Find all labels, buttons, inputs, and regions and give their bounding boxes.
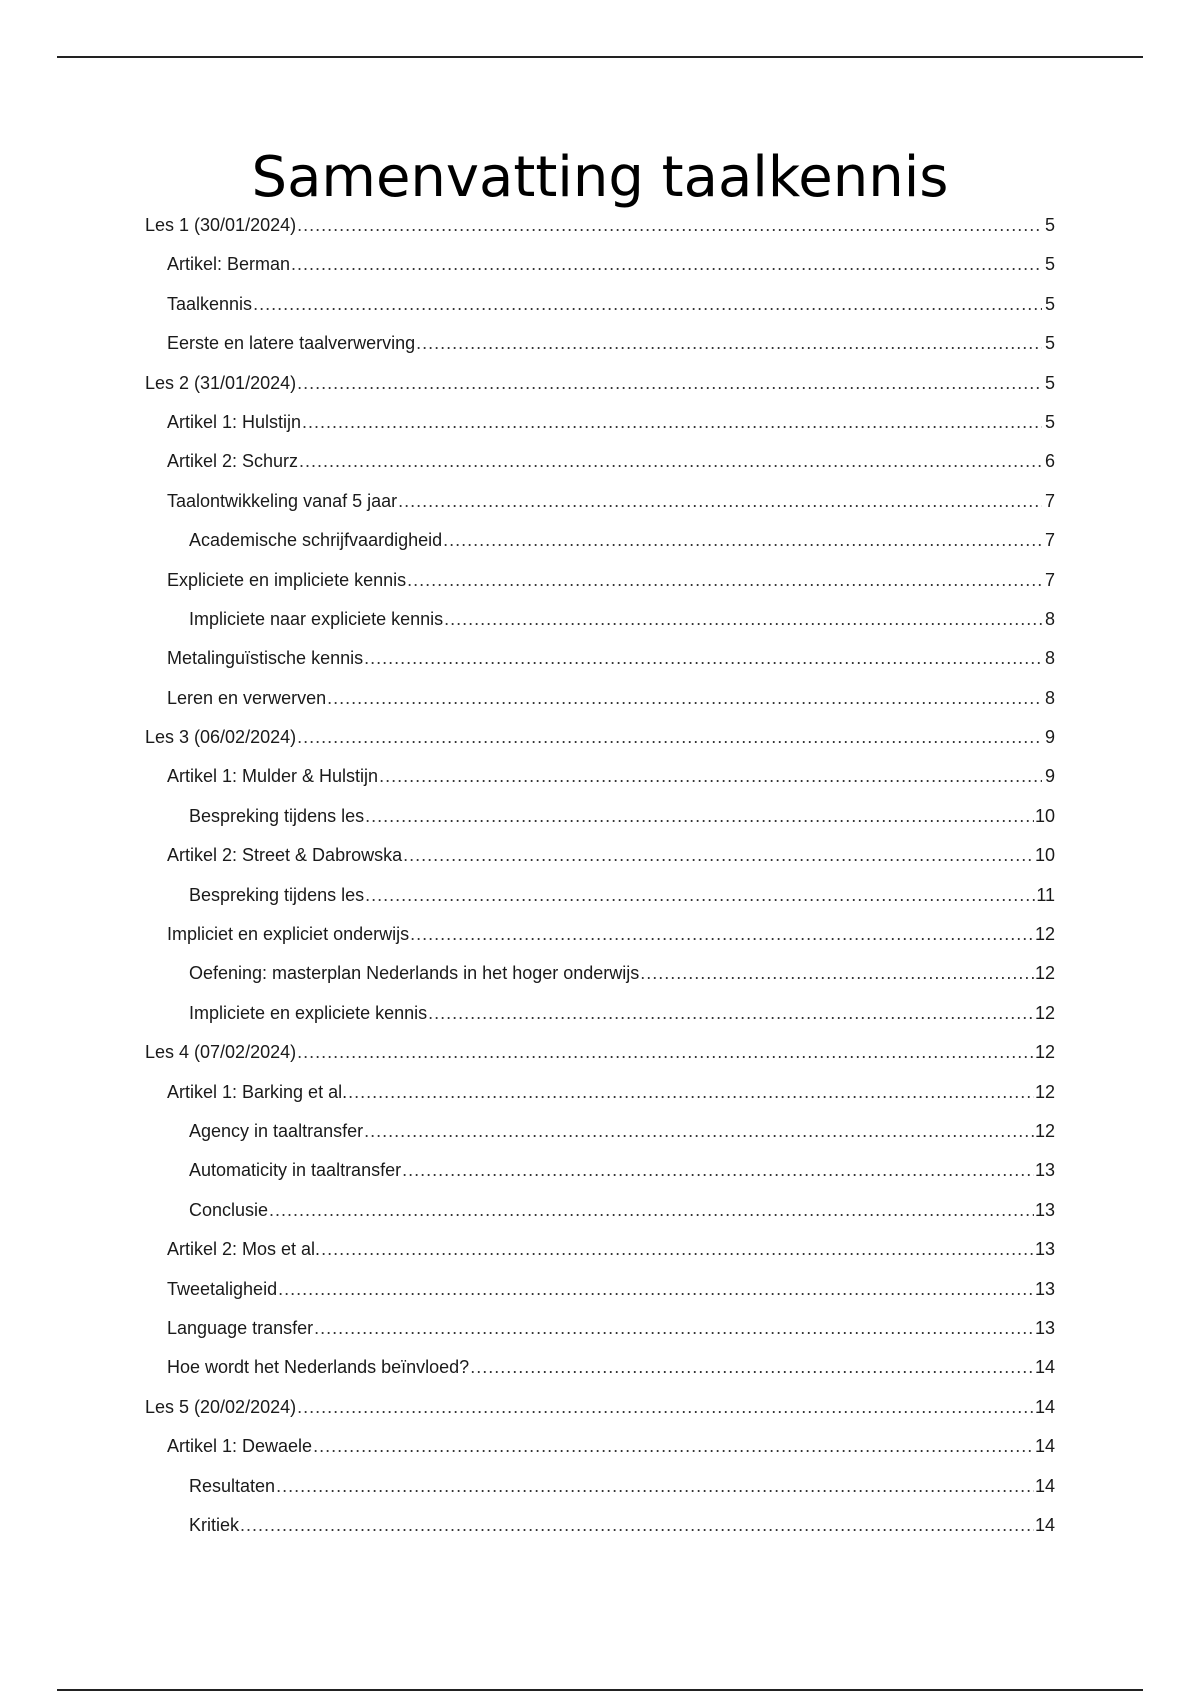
- toc-entry[interactable]: [145, 797, 1055, 836]
- toc-entry[interactable]: [145, 757, 1055, 796]
- toc-entry-label: Oefening: masterplan Nederlands in het hoger onderwijs: [189, 963, 640, 984]
- toc-entry-label: Conclusie: [189, 1199, 269, 1220]
- toc-entry-page-number: 12: [1034, 1120, 1055, 1141]
- toc-entry-page-number: 11: [1036, 884, 1055, 905]
- toc-dot-leader: [291, 245, 1042, 284]
- toc-dot-leader: [470, 1348, 1034, 1387]
- toc-entry-page-number: 14: [1034, 1436, 1055, 1457]
- toc-entry-label: Artikel 2: Street & Dabrowska: [167, 845, 403, 866]
- toc-entry[interactable]: [145, 561, 1055, 600]
- toc-entry[interactable]: [145, 206, 1055, 245]
- toc-entry-page-number: 12: [1034, 963, 1055, 984]
- toc-entry[interactable]: [145, 1073, 1055, 1112]
- toc-dot-leader: [327, 679, 1042, 718]
- toc-dot-leader: [297, 1033, 1034, 1072]
- toc-dot-leader: [407, 561, 1042, 600]
- toc-entry-page-number: 12: [1034, 1042, 1055, 1063]
- toc-entry-label: Agency in taaltransfer: [189, 1120, 364, 1141]
- toc-dot-leader: [321, 1230, 1034, 1269]
- toc-entry-page-number: 14: [1034, 1475, 1055, 1496]
- toc-entry-label: Kritiek: [189, 1514, 240, 1535]
- page-bottom-rule: [57, 1689, 1143, 1691]
- toc-dot-leader: [313, 1427, 1034, 1466]
- toc-dot-leader: [640, 954, 1034, 993]
- toc-dot-leader: [297, 718, 1042, 757]
- toc-entry-label: Tweetaligheid: [167, 1278, 278, 1299]
- toc-entry-label: Taalkennis: [167, 293, 253, 314]
- toc-entry[interactable]: [145, 954, 1055, 993]
- toc-entry-label: Impliciete en expliciete kennis: [189, 1002, 428, 1023]
- toc-entry-label: Leren en verwerven: [167, 687, 327, 708]
- toc-dot-leader: [276, 1467, 1034, 1506]
- toc-entry-page-number: 7: [1044, 490, 1055, 511]
- toc-entry-label: Artikel 1: Dewaele: [167, 1436, 313, 1457]
- toc-dot-leader: [364, 1112, 1034, 1151]
- toc-entry[interactable]: [145, 482, 1055, 521]
- toc-entry[interactable]: [145, 1033, 1055, 1072]
- toc-entry-label: Expliciete en impliciete kennis: [167, 569, 407, 590]
- toc-entry-label: Hoe wordt het Nederlands beïnvloed?: [167, 1357, 470, 1378]
- toc-entry-label: Artikel 1: Barking et al.: [167, 1081, 348, 1102]
- toc-entry-page-number: 13: [1034, 1160, 1055, 1181]
- toc-entry-page-number: 5: [1044, 215, 1055, 235]
- toc-entry-label: Automaticity in taaltransfer: [189, 1160, 402, 1181]
- toc-dot-leader: [297, 364, 1042, 403]
- toc-entry[interactable]: [145, 1309, 1055, 1348]
- toc-entry-page-number: 14: [1034, 1514, 1055, 1535]
- toc-entry-page-number: 5: [1044, 293, 1055, 314]
- toc-entry[interactable]: [145, 521, 1055, 560]
- toc-dot-leader: [269, 1191, 1034, 1230]
- toc-entry-label: Les 2 (31/01/2024): [145, 372, 297, 393]
- toc-dot-leader: [398, 482, 1042, 521]
- toc-entry[interactable]: [145, 994, 1055, 1033]
- toc-entry-label: Bespreking tijdens les: [189, 884, 365, 905]
- toc-entry[interactable]: [145, 1151, 1055, 1190]
- toc-dot-leader: [403, 836, 1034, 875]
- toc-entry-label: Impliciete naar expliciete kennis: [189, 608, 444, 629]
- toc-entry-page-number: 13: [1034, 1239, 1055, 1260]
- toc-entry-page-number: 14: [1034, 1396, 1055, 1417]
- toc-entry-page-number: 5: [1044, 254, 1055, 275]
- table-of-contents: [145, 206, 1055, 1545]
- toc-entry-page-number: 10: [1034, 845, 1055, 866]
- toc-entry-label: Metalinguïstische kennis: [167, 648, 364, 669]
- toc-dot-leader: [364, 639, 1042, 678]
- toc-dot-leader: [428, 994, 1034, 1033]
- toc-entry-page-number: 8: [1044, 648, 1055, 669]
- toc-entry[interactable]: [145, 285, 1055, 324]
- toc-entry-page-number: 5: [1044, 372, 1055, 393]
- toc-entry-page-number: 9: [1044, 766, 1055, 787]
- toc-entry-page-number: 6: [1044, 451, 1055, 472]
- toc-dot-leader: [365, 876, 1035, 915]
- toc-entry[interactable]: [145, 1388, 1055, 1427]
- toc-dot-leader: [297, 206, 1042, 245]
- toc-dot-leader: [416, 324, 1042, 363]
- toc-dot-leader: [253, 285, 1042, 324]
- toc-entry[interactable]: [145, 836, 1055, 875]
- toc-entry-page-number: 5: [1044, 411, 1055, 432]
- toc-entry[interactable]: [145, 915, 1055, 954]
- toc-entry-page-number: 8: [1044, 608, 1055, 629]
- toc-entry-page-number: 7: [1044, 530, 1055, 551]
- document-title: Samenvatting taalkennis: [251, 145, 949, 210]
- toc-entry-label: Resultaten: [189, 1475, 276, 1496]
- toc-dot-leader: [302, 403, 1042, 442]
- toc-entry[interactable]: [145, 1191, 1055, 1230]
- toc-entry-label: Artikel 2: Mos et al.: [167, 1239, 321, 1260]
- toc-entry[interactable]: [145, 245, 1055, 284]
- toc-dot-leader: [297, 1388, 1034, 1427]
- toc-entry[interactable]: [145, 600, 1055, 639]
- toc-entry[interactable]: [145, 679, 1055, 718]
- toc-entry[interactable]: [145, 364, 1055, 403]
- toc-entry-page-number: 13: [1034, 1278, 1055, 1299]
- toc-dot-leader: [240, 1506, 1034, 1545]
- toc-dot-leader: [314, 1309, 1034, 1348]
- toc-entry-page-number: 13: [1034, 1317, 1055, 1338]
- toc-entry[interactable]: [145, 403, 1055, 442]
- toc-entry-label: Les 3 (06/02/2024): [145, 727, 297, 748]
- toc-entry[interactable]: [145, 324, 1055, 363]
- toc-entry-label: Artikel 1: Hulstijn: [167, 411, 302, 432]
- toc-entry-page-number: 8: [1044, 687, 1055, 708]
- toc-entry[interactable]: [145, 1230, 1055, 1269]
- toc-dot-leader: [348, 1073, 1034, 1112]
- toc-entry-page-number: 7: [1044, 569, 1055, 590]
- toc-entry-label: Les 5 (20/02/2024): [145, 1396, 297, 1417]
- toc-entry-page-number: 5: [1044, 333, 1055, 354]
- toc-dot-leader: [443, 521, 1042, 560]
- toc-entry-page-number: 10: [1034, 805, 1055, 826]
- toc-dot-leader: [444, 600, 1042, 639]
- toc-entry-label: Artikel 1: Mulder & Hulstijn: [167, 766, 379, 787]
- toc-entry[interactable]: [145, 442, 1055, 481]
- toc-dot-leader: [365, 797, 1034, 836]
- toc-entry[interactable]: [145, 1270, 1055, 1309]
- page-top-rule: [57, 56, 1143, 58]
- toc-entry-label: Impliciet en expliciet onderwijs: [167, 924, 410, 945]
- toc-entry-page-number: 12: [1034, 1081, 1055, 1102]
- toc-entry[interactable]: [145, 718, 1055, 757]
- toc-entry-label: Eerste en latere taalverwerving: [167, 333, 416, 354]
- toc-entry-page-number: 14: [1034, 1357, 1055, 1378]
- toc-entry-page-number: 9: [1044, 727, 1055, 748]
- toc-dot-leader: [299, 442, 1042, 481]
- toc-dot-leader: [379, 757, 1042, 796]
- toc-entry-label: Artikel 2: Schurz: [167, 451, 299, 472]
- toc-entry[interactable]: [145, 1427, 1055, 1466]
- toc-entry-label: Les 1 (30/01/2024): [145, 215, 297, 235]
- toc-entry-label: Les 4 (07/02/2024): [145, 1042, 297, 1063]
- toc-entry-label: Artikel: Berman: [167, 254, 291, 275]
- toc-entry-label: Bespreking tijdens les: [189, 805, 365, 826]
- toc-entry[interactable]: [145, 1467, 1055, 1506]
- toc-entry[interactable]: [145, 1348, 1055, 1387]
- toc-entry[interactable]: [145, 876, 1055, 915]
- toc-entry[interactable]: [145, 639, 1055, 678]
- toc-entry-label: Academische schrijfvaardigheid: [189, 530, 443, 551]
- toc-entry[interactable]: [145, 1112, 1055, 1151]
- toc-entry[interactable]: [145, 1506, 1055, 1545]
- toc-entry-label: Taalontwikkeling vanaf 5 jaar: [167, 490, 398, 511]
- toc-dot-leader: [410, 915, 1034, 954]
- toc-entry-page-number: 12: [1034, 924, 1055, 945]
- toc-entry-label: Language transfer: [167, 1317, 314, 1338]
- toc-dot-leader: [402, 1151, 1034, 1190]
- toc-dot-leader: [278, 1270, 1034, 1309]
- toc-entry-page-number: 13: [1034, 1199, 1055, 1220]
- toc-entry-page-number: 12: [1034, 1002, 1055, 1023]
